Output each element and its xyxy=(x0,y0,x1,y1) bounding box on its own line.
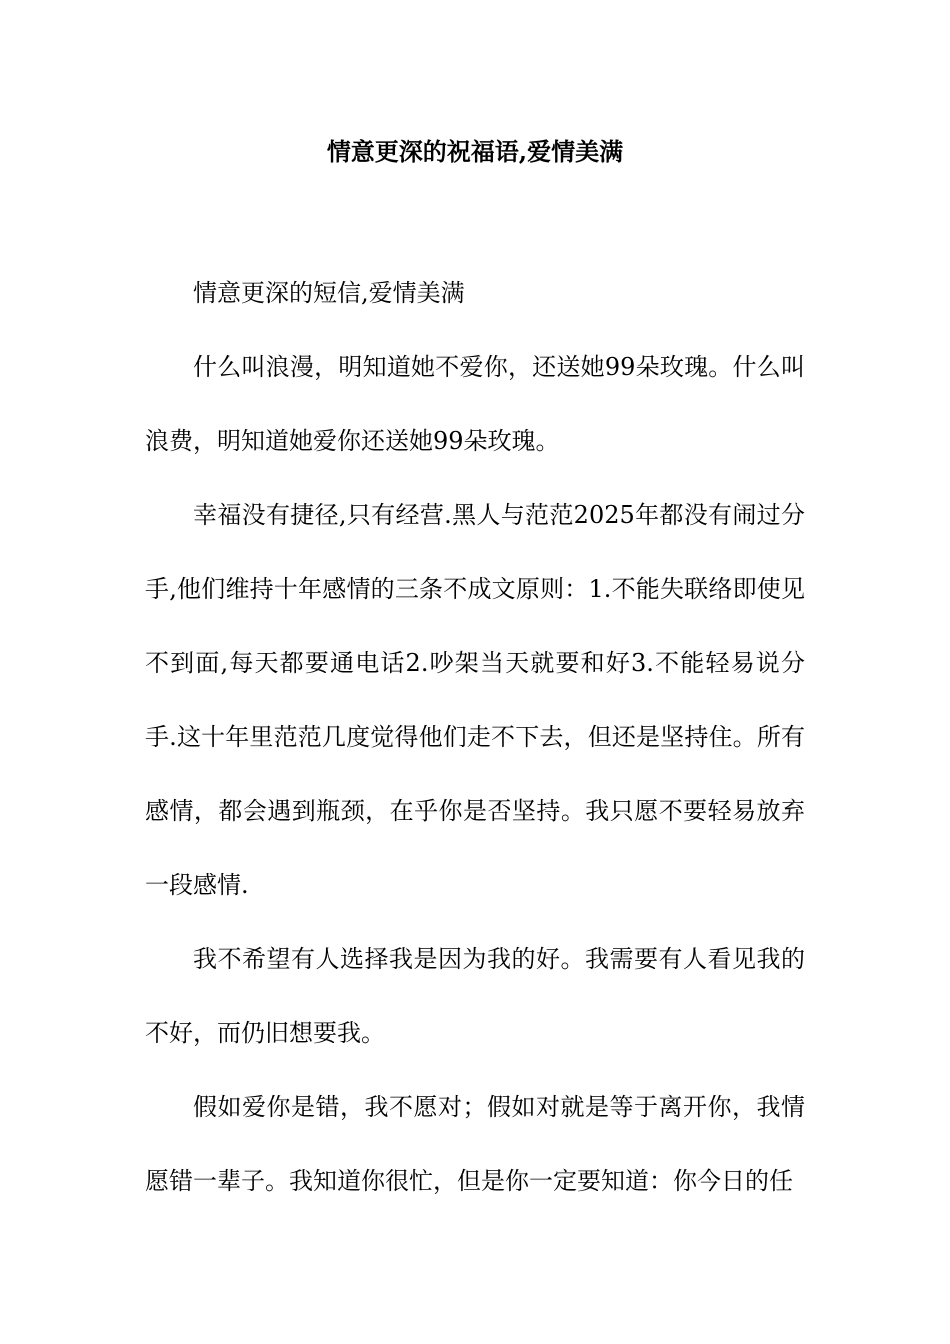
paragraph-happiness: 幸福没有捷径,只有经营.黑人与范范2025年都没有闹过分手,他们维持十年感情的三条不成文原则：1.不能失联络即使见不到面,每天都要通电话2.吵架当天就要和好3.不能轻易说分手.这十年里范范几度觉得他们走不下去，但还是坚持住。所有感情，都会遇到瓶颈，在乎你是否坚持。我只愿不要轻易放弃一段感情. xyxy=(145,501,805,899)
document-body xyxy=(145,256,805,1218)
paragraph-romance: 什么叫浪漫，明知道她不爱你，还送她99朵玫瑰。什么叫浪费，明知道她爱你还送她99朵玫瑰。 xyxy=(145,353,805,455)
paragraph-choice: 我不希望有人选择我是因为我的好。我需要有人看见我的不好，而仍旧想要我。 xyxy=(145,945,805,1047)
paragraph-subtitle: 情意更深的短信,爱情美满 xyxy=(193,279,465,307)
document-title: 情意更深的祝福语,爱情美满 xyxy=(326,137,624,166)
paragraph-love-wrong: 假如爱你是错，我不愿对；假如对就是等于离开你，我情愿错一辈子。我知道你很忙，但是你一定要知道：你今日的任 xyxy=(145,1093,805,1195)
